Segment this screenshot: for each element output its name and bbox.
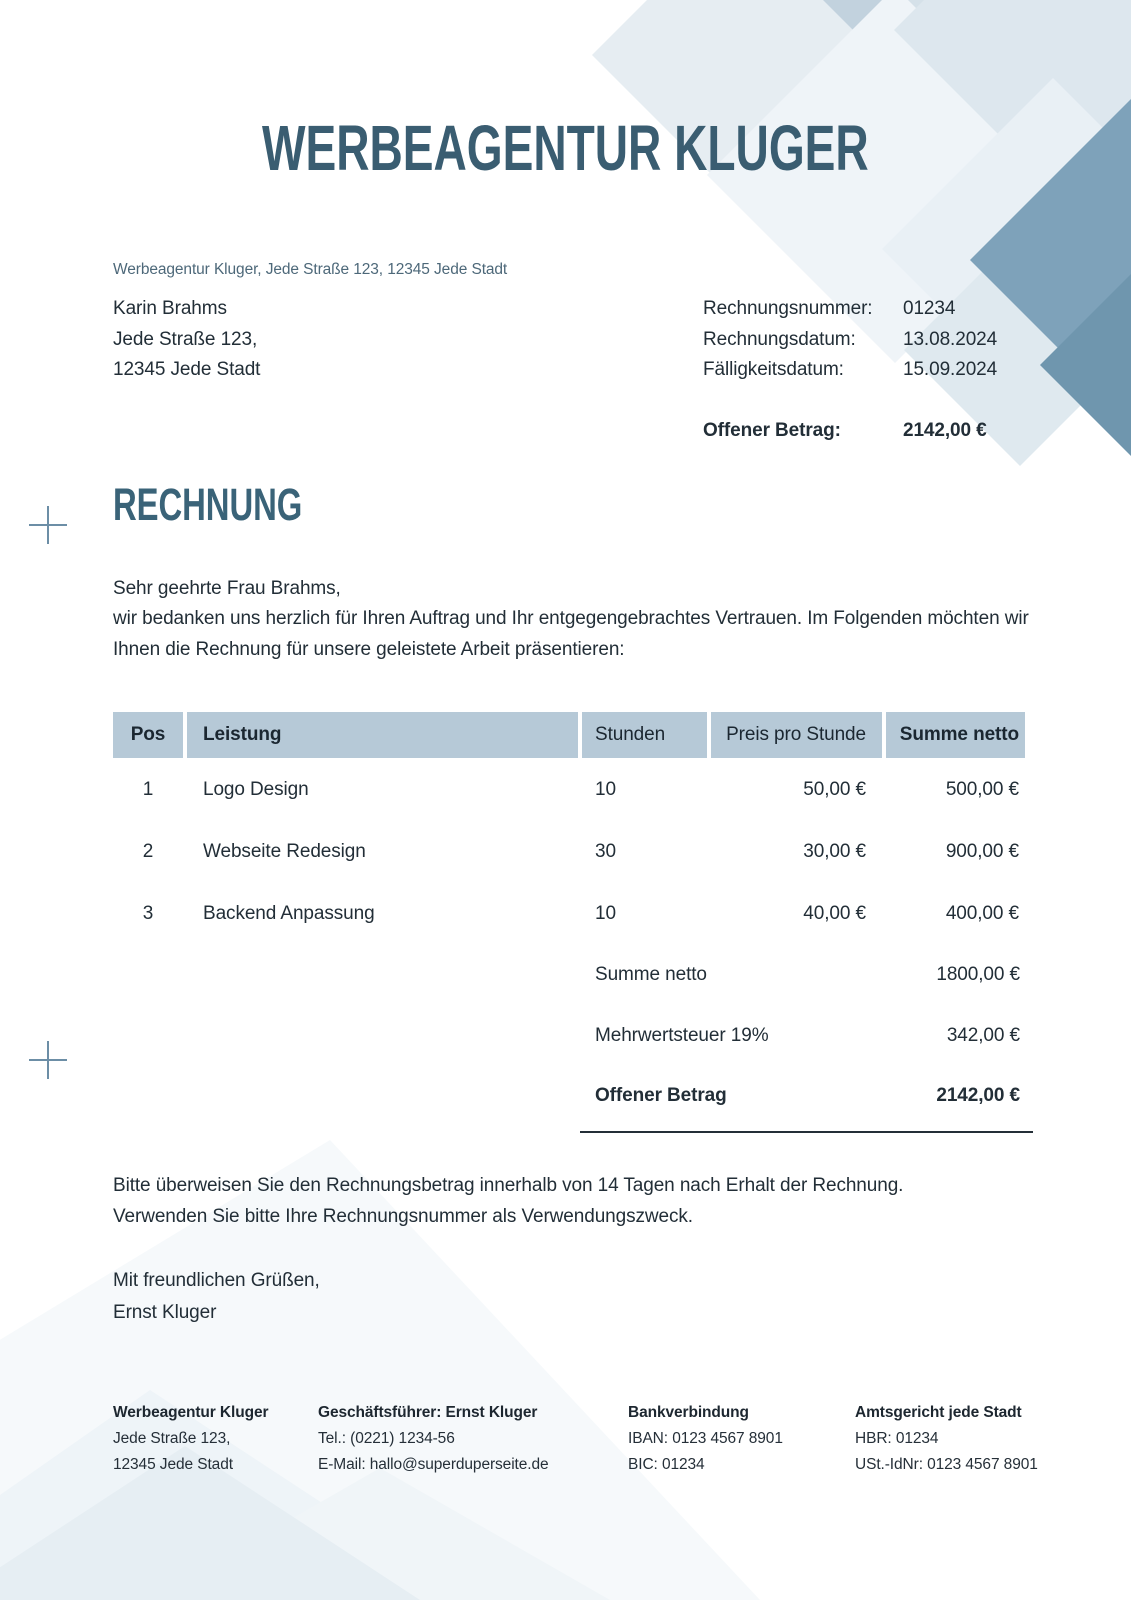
recipient-street: Jede Straße 123, bbox=[113, 328, 258, 350]
intro-paragraph: wir bedanken uns herzlich für Ihren Auftrag und Ihr entgegengebrachtes Vertrauen. Im Folgenden möchten wir Ihnen die Rechnung für unsere geleistete Arbeit präsentieren: bbox=[113, 608, 1029, 660]
footer-contact-column bbox=[318, 1400, 549, 1478]
cell-pos: 2 bbox=[142, 841, 154, 862]
company-title-text: WERBEAGENTUR KLUGER bbox=[262, 112, 869, 184]
col-header-pos: Pos bbox=[113, 712, 183, 758]
vat-row bbox=[582, 1019, 1025, 1053]
footer-bank-title: Bankverbindung bbox=[628, 1404, 749, 1421]
due-date-label: Fälligkeitsdatum: bbox=[703, 359, 844, 380]
cell-leistung: Webseite Redesign bbox=[203, 841, 366, 862]
cell-summe: 900,00 € bbox=[945, 841, 1019, 862]
grand-total-row bbox=[582, 1079, 1025, 1113]
grand-total-label: Offener Betrag bbox=[595, 1085, 727, 1106]
totals-divider bbox=[580, 1131, 1033, 1133]
recipient-address bbox=[113, 294, 260, 386]
cell-stunden: 10 bbox=[595, 903, 616, 924]
due-date-row bbox=[703, 355, 997, 386]
payment-note bbox=[113, 1171, 1063, 1232]
vat-label: Mehrwertsteuer 19% bbox=[595, 1025, 769, 1046]
footer-company-column bbox=[113, 1400, 268, 1478]
recipient-name: Karin Brahms bbox=[113, 298, 227, 319]
cell-preis: 40,00 € bbox=[803, 903, 866, 924]
col-header-stunden: Stunden bbox=[582, 712, 707, 758]
cell-summe: 500,00 € bbox=[945, 779, 1019, 800]
subtotal-row bbox=[582, 958, 1025, 992]
cell-preis: 30,00 € bbox=[803, 841, 866, 862]
salutation: Sehr geehrte Frau Brahms, bbox=[113, 578, 341, 599]
invoice-number-label: Rechnungsnummer: bbox=[703, 298, 873, 319]
closing bbox=[113, 1265, 320, 1329]
cell-leistung: Backend Anpassung bbox=[203, 903, 375, 924]
invoice-date-row bbox=[703, 325, 997, 356]
footer-line: HBR: 01234 bbox=[855, 1430, 939, 1447]
invoice-number-row bbox=[703, 294, 997, 325]
footer-line: Tel.: (0221) 1234-56 bbox=[318, 1430, 455, 1447]
cell-stunden: 10 bbox=[595, 779, 616, 800]
invoice-date-label: Rechnungsdatum: bbox=[703, 328, 856, 350]
cell-stunden: 30 bbox=[595, 841, 616, 862]
closing-signature: Ernst Kluger bbox=[113, 1302, 217, 1323]
cell-pos: 3 bbox=[142, 903, 154, 924]
payment-note-line: Bitte überweisen Sie den Rechnungsbetrag innerhalb von 14 Tagen nach Erhalt der Rechnung. bbox=[113, 1175, 904, 1196]
company-title bbox=[0, 112, 1131, 184]
invoice-meta bbox=[703, 294, 997, 386]
table-row bbox=[113, 826, 1025, 878]
cell-leistung: Logo Design bbox=[203, 779, 309, 800]
footer-contact-title: Geschäftsführer: Ernst Kluger bbox=[318, 1404, 538, 1421]
amount-due-label: Offener Betrag: bbox=[703, 420, 841, 441]
footer-line: 12345 Jede Stadt bbox=[113, 1456, 233, 1473]
footer-bank-column bbox=[628, 1400, 783, 1478]
closing-greeting: Mit freundlichen Grüßen, bbox=[113, 1270, 320, 1291]
col-header-preis: Preis pro Stunde bbox=[711, 712, 882, 758]
col-header-summe: Summe netto bbox=[886, 712, 1025, 758]
cell-summe: 400,00 € bbox=[945, 903, 1019, 924]
invoice-date-value: 13.08.2024 bbox=[903, 328, 998, 350]
footer-line: USt.-IdNr: 0123 4567 8901 bbox=[855, 1456, 1038, 1473]
vat-value: 342,00 € bbox=[946, 1025, 1020, 1046]
subtotal-value: 1800,00 € bbox=[936, 964, 1020, 985]
table-row bbox=[113, 888, 1025, 940]
grand-total-value: 2142,00 € bbox=[936, 1085, 1020, 1106]
footer-legal-title: Amtsgericht jede Stadt bbox=[855, 1404, 1022, 1421]
recipient-city: 12345 Jede Stadt bbox=[113, 359, 261, 380]
payment-note-line: Verwenden Sie bitte Ihre Rechnungsnummer als Verwendungszweck. bbox=[113, 1205, 693, 1227]
page-title: RECHNUNG bbox=[113, 479, 303, 530]
footer-company-title: Werbeagentur Kluger bbox=[113, 1404, 269, 1421]
due-date-value: 15.09.2024 bbox=[903, 359, 998, 380]
footer-legal-column bbox=[855, 1400, 1038, 1478]
amount-due-row bbox=[703, 420, 987, 442]
cell-preis: 50,00 € bbox=[803, 779, 866, 800]
col-header-leistung: Leistung bbox=[187, 712, 578, 758]
table-row bbox=[113, 764, 1025, 816]
invoice-number-value: 01234 bbox=[903, 298, 956, 319]
sender-line: Werbeagentur Kluger, Jede Straße 123, 12345 Jede Stadt bbox=[113, 261, 508, 278]
subtotal-label: Summe netto bbox=[595, 964, 707, 985]
table-header-row bbox=[113, 712, 1025, 758]
footer-line: E-Mail: hallo@superduperseite.de bbox=[318, 1456, 549, 1473]
cell-pos: 1 bbox=[142, 779, 154, 800]
amount-due-value: 2142,00 € bbox=[903, 420, 987, 441]
footer-line: IBAN: 0123 4567 8901 bbox=[628, 1430, 783, 1447]
footer-line: Jede Straße 123, bbox=[113, 1430, 231, 1447]
footer-line: BIC: 01234 bbox=[628, 1456, 705, 1473]
